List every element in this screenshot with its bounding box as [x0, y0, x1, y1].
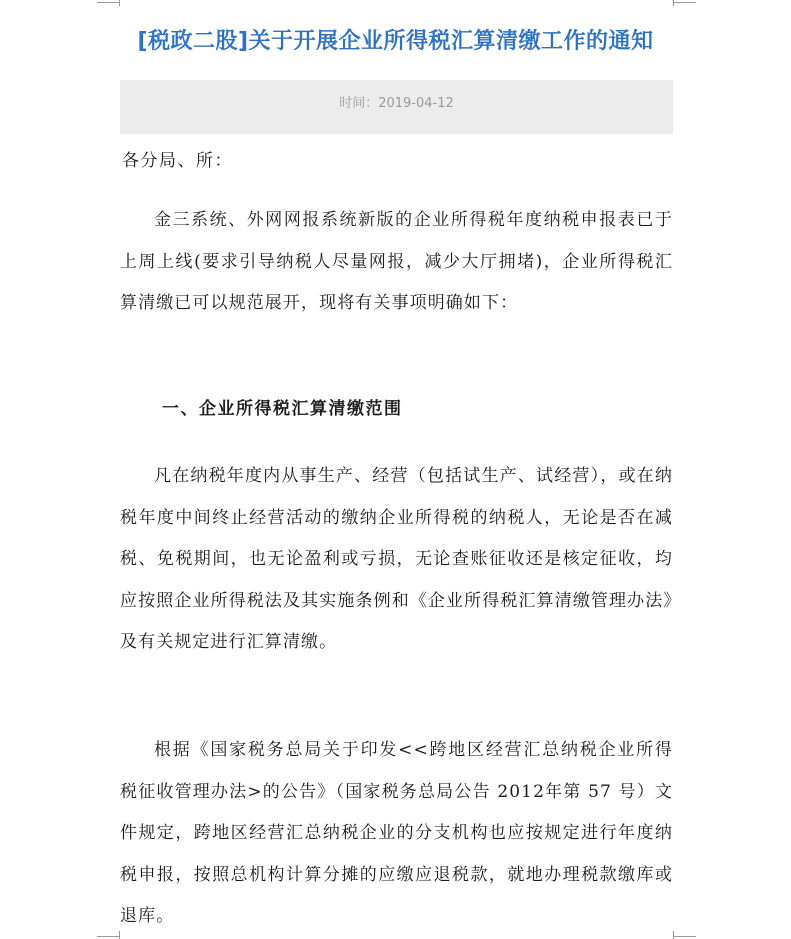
crop-mark-top-right-vertical [673, 0, 674, 6]
body-paragraph-2: 凡在纳税年度内从事生产、经营（包括试生产、试经营），或在纳税年度中间终止经营活动的缴纳企业所得税的纳税人，无论是否在减税、免税期间，也无论盈利或亏损，无论查账征收还是核定征收，均应按照企业所得税法及其实施条例和《企业所得税汇算清缴管理办法》及有关规定进行汇算清缴。 [120, 466, 673, 652]
section-heading-1: 一、企业所得税汇算清缴范围 [162, 399, 403, 419]
page-title: [税政二股]关于开展企业所得税汇算清缴工作的通知 [137, 29, 654, 54]
crop-mark-bottom-right [674, 936, 696, 937]
salutation: 各分局、所： [122, 151, 233, 171]
crop-mark-top-left [97, 2, 119, 3]
crop-mark-bottom-left [97, 936, 119, 937]
body-paragraph-3: 根据《国家税务总局关于印发<<跨地区经营汇总纳税企业所得税征收管理办法>的公告》（国家税务总局公告 2012年第 57 号）文件规定，跨地区经营汇总纳税企业的分支机构也应按规定进行年度纳税申报，按照总机构计算分摊的应缴应退税款，就地办理税款缴库或退库。 [120, 740, 673, 926]
crop-mark-top-left-vertical [119, 0, 120, 6]
crop-mark-bottom-right-vertical [673, 931, 674, 939]
publish-date: 时间：2019-04-12 [339, 96, 454, 111]
body-paragraph-1: 金三系统、外网网报系统新版的企业所得税年度纳税申报表已于上周上线(要求引导纳税人尽量网报，减少大厅拥堵)，企业所得税汇算清缴已可以规范展开，现将有关事项明确如下： [120, 210, 673, 313]
crop-mark-top-right [674, 2, 696, 3]
